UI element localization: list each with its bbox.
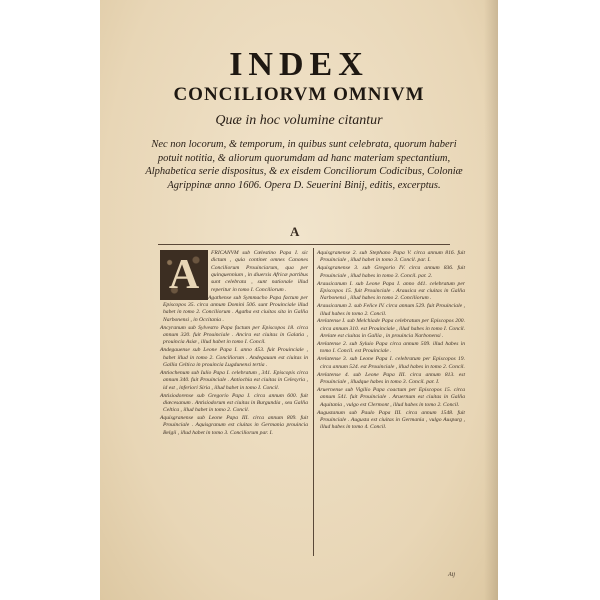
index-entry: Arausicanum 2. sub Felice IV. circa annum 529. fuit Prouinciale , illud habes in tomo 2. Concil.	[317, 303, 465, 317]
index-entry: Arelatense 2. sub Syluio Papa circa annum 509. illud habes in tomo I. Concil. est Prouinciale .	[317, 341, 465, 355]
index-entry: Arausicanum I. sub Leone Papa I. anno 441. celebratum per Episcopos 15. fuit Prouinciale . Arausica est ciuitas in Gallia Narbonensi , illud habes in tomo 2. Conciliorum .	[317, 280, 465, 302]
index-entry: Aquisgranense 3. sub Gregorio IV. circa annum 836. fuit Prouinciale , illud habes in tomo 3. Concil. par. 2.	[317, 265, 465, 279]
index-entry: Aruernense sub Vigilio Papa coactum per Episcopos 15. circa annum 541. fuit Prouinciale . Aruernum est ciuitas in Gallia Aquitania , vulgo est Clermont , illud habes in tomo 2. Concil.	[317, 386, 465, 408]
index-entry: Aquisgranense 2. sub Stephano Papa V. circa annum 816. fuit Prouinciale , illud habet in tomo 3. Concil. par. I.	[317, 250, 465, 264]
index-entry: Ancyranum sub Sylvestro Papa factum per Episcopos 18. circa annum 320. fuit Prouinciale . Ancira est ciuitas in Galatia , prouincia Asiæ , illud habet in tomo I. Concil.	[160, 324, 308, 346]
page-edge-shadow	[484, 0, 498, 600]
page-subtitle-line: Quæ in hoc volumine citantur	[215, 113, 383, 128]
index-entry: Antisiodorense sub Gregorio Papa I. circa annum 600. fuit diœcesanum . Antisiodorum est ciuitas in Burgundia , seu Gallia Celtica , illud habet in tomo 2. Concil.	[160, 392, 308, 414]
index-entry: Augustanum sub Paulo Papa III. circa annum 1548. fuit Prouinciale . Augusta est ciuitas in Germania , vulgo Auspurg , illud habes in tomo 4. Concil.	[317, 409, 465, 431]
index-entry: Arelatense 4. sub Leone Papa III. circa annum 813. est Prouinciale , illudque habes in tomo 3. Concil. par. I.	[317, 371, 465, 385]
index-entry: Arelatense 3. sub Leone Papa I. celebratum per Episcopos 19. circa annum 524. est Prouinciale , illud habes in tomo 2. Concil.	[317, 356, 465, 370]
index-entry: Arelatense I. sub Melchiade Papa celebratum per Episcopos 200. circa annum 310. est Prouinciale , illud habes in tomo I. Concil. Arelate est ciuitas in Gallia , in prouincia Narbonensi .	[317, 318, 465, 340]
book-page	[100, 0, 498, 600]
page-subtitle: CONCILIORVM OMNIVM	[173, 84, 425, 105]
section-rule	[158, 244, 450, 245]
ornamental-drop-cap-icon: A	[160, 250, 208, 300]
section-letter: A	[290, 224, 300, 239]
column-divider	[313, 248, 314, 556]
index-entry: Antiochenum sub Iulio Papa I. celebratum , 341. Episcopis circa annum 340. fuit Prouinciale . Antiochia est ciuitas in Celesyria , id est , inferiori Siria , illud habet in tomo I. Concil.	[160, 369, 308, 391]
index-entry: Andegauense sub Leone Papa I. anno 453. fuit Prouinciale , habet illud in tomo 2. Conciliorum . Andegauum est ciuitas in Gallia Celtica in prouincia Lugdunensi tertia .	[160, 347, 308, 368]
index-entry: FRICANVM sub Cœlestino Papa I. sic dictum , quia continet omnes Canones Conciliorum Prouinciarum, qua per quinquennium , in diuersis Africæ partibus sunt celebrata , sunt nationale illud reperitur in tomo I. Conciliorum .	[211, 250, 308, 293]
index-entry: Aquisgranense sub Leone Papa III. circa annum 809. fuit Prouinciale . Aquisgranum est ciuitas in Germania prouincia Belgii , illud habet in tomo 3. Conciliorum par. I.	[160, 415, 308, 436]
left-column	[160, 250, 308, 438]
page-title: INDEX	[229, 46, 369, 83]
right-column	[317, 250, 465, 432]
intro-paragraph: Nec non locorum, & temporum, in quibus sunt celebrata, quorum haberi potuit notitia, & aliorum quorumdam ad hanc materiam spectantium, Alphabetica serie dispositus, & ex eisdem Conciliorum Codicibus, Coloniæ Agrippinæ anno 1606. Opera D. Seuerini Binij, editis, excerptus.	[145, 139, 463, 191]
index-entry: Agathense sub Symmacho Papa factum per Episcopos 35. circa annum Domini 506. sunt Prouinciale illud habet in tomo 2. Conciliorum . Agatha est ciuitas sita in Gallia Narbonensi , in Occitania .	[163, 294, 308, 323]
signature-mark: Aij	[448, 572, 455, 578]
